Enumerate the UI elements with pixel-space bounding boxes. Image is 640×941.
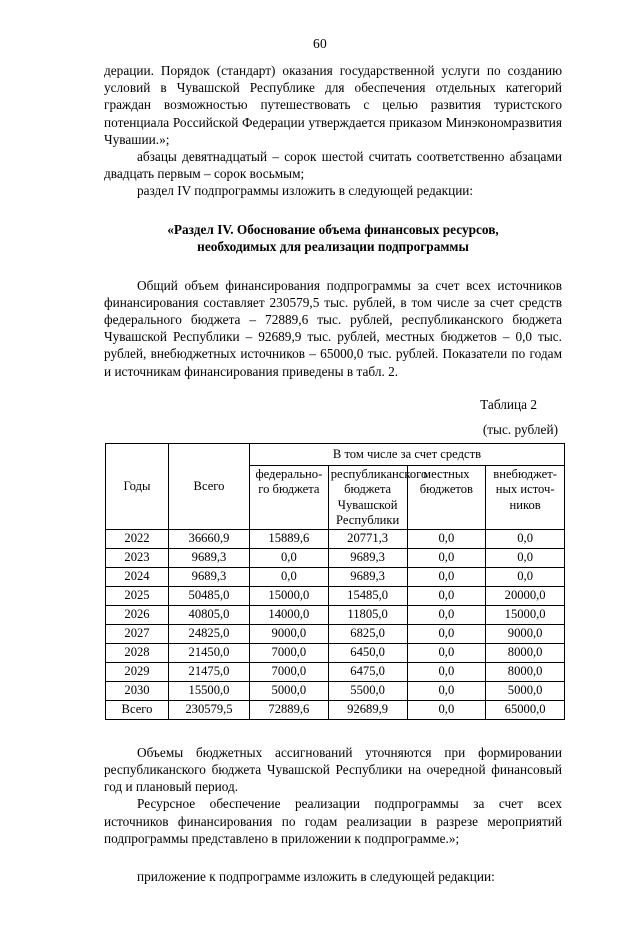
cell-year: 2029 — [106, 662, 169, 681]
page-content — [0, 62, 640, 885]
header-group-sources: В том числе за счет средств — [250, 443, 565, 465]
header-local-budgets: местных бюджетов — [407, 465, 486, 529]
cell-federal: 15000,0 — [250, 586, 329, 605]
cell-extra: 8000,0 — [486, 662, 565, 681]
cell-total: 15500,0 — [169, 681, 250, 700]
cell-republic: 9689,3 — [328, 567, 407, 586]
table-body — [106, 529, 565, 719]
header-years: Годы — [106, 443, 169, 529]
cell-federal: 7000,0 — [250, 662, 329, 681]
cell-republic: 6825,0 — [328, 624, 407, 643]
cell-local: 0,0 — [407, 567, 486, 586]
cell-total: 24825,0 — [169, 624, 250, 643]
cell-republic: 6450,0 — [328, 643, 407, 662]
cell-local: 0,0 — [407, 529, 486, 548]
cell-local: 0,0 — [407, 624, 486, 643]
cell-local: 0,0 — [407, 681, 486, 700]
cell-year: 2023 — [106, 548, 169, 567]
cell-local: 0,0 — [407, 548, 486, 567]
cell-extra: 15000,0 — [486, 605, 565, 624]
cell-extra: 9000,0 — [486, 624, 565, 643]
page-number: 60 — [312, 36, 328, 51]
cell-total: 9689,3 — [169, 548, 250, 567]
table-row — [106, 681, 565, 700]
cell-extra: 8000,0 — [486, 643, 565, 662]
cell-total: 9689,3 — [169, 567, 250, 586]
paragraph-abzacy: абзацы девятнадцатый – сорок шестой считать соответственно абзацами двадцать первым – сорок восьмым; — [104, 149, 562, 182]
paragraph-razdel-intro: раздел IV подпрограммы изложить в следующей редакции: — [137, 183, 474, 199]
table-units-label: (тыс. рублей) — [482, 421, 558, 437]
cell-extra: 65000,0 — [486, 700, 565, 719]
cell-extra: 0,0 — [486, 567, 565, 586]
header-federal-budget: федерально-го бюджета — [250, 465, 329, 529]
cell-federal: 14000,0 — [250, 605, 329, 624]
paragraph-budget-allocations: Объемы бюджетных ассигнований уточняются при формировании республиканского бюджета Чувашской Республики на очередной финансовый год и плановый период. — [104, 744, 562, 795]
header-extrabudgetary-sources: внебюджет-ных источ-ников — [486, 465, 565, 529]
section-heading-line1: «Раздел IV. Обоснование объема финансовых ресурсов, — [167, 221, 499, 237]
cell-extra: 5000,0 — [486, 681, 565, 700]
cell-federal: 0,0 — [250, 548, 329, 567]
table-row — [106, 643, 565, 662]
section-heading-line2: необходимых для реализации подпрограммы — [197, 239, 469, 255]
table-row — [106, 567, 565, 586]
table-head — [106, 443, 565, 529]
cell-republic: 20771,3 — [328, 529, 407, 548]
cell-federal: 9000,0 — [250, 624, 329, 643]
cell-total: 50485,0 — [169, 586, 250, 605]
cell-local: 0,0 — [407, 605, 486, 624]
cell-extra: 20000,0 — [486, 586, 565, 605]
paragraph-continuation: дерации. Порядок (стандарт) оказания государственной услуги по созданию условий в Чувашской Республике для обеспечения отдельных категорий граждан возможностью путешествовать с целью развития туристского потенциала Российской Федерации утверждается приказом Минэкономразвития Чувашии.»; — [104, 63, 562, 147]
table-caption: Таблица 2 — [480, 396, 537, 412]
table-row — [106, 605, 565, 624]
table-row — [106, 529, 565, 548]
cell-republic: 11805,0 — [328, 605, 407, 624]
cell-year: 2025 — [106, 586, 169, 605]
cell-extra: 0,0 — [486, 529, 565, 548]
cell-republic: 92689,9 — [328, 700, 407, 719]
cell-year: 2028 — [106, 643, 169, 662]
paragraph-resource-support: Ресурсное обеспечение реализации подпрограммы за счет всех источников финансирования по годам реализации в разрезе мероприятий подпрограммы представлено в приложении к подпрограмме.»; — [104, 796, 562, 846]
cell-federal: 0,0 — [250, 567, 329, 586]
cell-federal: 7000,0 — [250, 643, 329, 662]
cell-federal: 15889,6 — [250, 529, 329, 548]
table-header-row-top — [106, 443, 565, 465]
table-row — [106, 662, 565, 681]
table-row — [106, 624, 565, 643]
cell-total: 21475,0 — [169, 662, 250, 681]
document-page — [0, 36, 640, 941]
cell-year: 2026 — [106, 605, 169, 624]
cell-extra: 0,0 — [486, 548, 565, 567]
cell-republic: 6475,0 — [328, 662, 407, 681]
cell-local: 0,0 — [407, 643, 486, 662]
financing-table — [105, 443, 565, 720]
table-row — [106, 548, 565, 567]
cell-year: 2030 — [106, 681, 169, 700]
table-row — [106, 586, 565, 605]
cell-republic: 15485,0 — [328, 586, 407, 605]
paragraph-financing-volume: Общий объем финансирования подпрограммы за счет всех источников финансирования составляет 230579,5 тыс. рублей, в том числе за счет средств федерального бюджета – 72889,6 тыс. рублей, республиканского бюджета Чувашской Республики – 92689,9 тыс. рублей, местных бюджетов – 0,0 тыс. рублей, внебюджетных источников – 65000,0 тыс. рублей. Показатели по годам и источникам финансирования приведены в табл. 2. — [104, 277, 562, 379]
cell-year: 2027 — [106, 624, 169, 643]
table-row — [106, 700, 565, 719]
cell-federal: 72889,6 — [250, 700, 329, 719]
cell-total: 21450,0 — [169, 643, 250, 662]
cell-year: 2022 — [106, 529, 169, 548]
cell-republic: 9689,3 — [328, 548, 407, 567]
header-republic-budget: республиканского бюджета Чувашской Республики — [328, 465, 407, 529]
cell-total: 230579,5 — [169, 700, 250, 719]
cell-local: 0,0 — [407, 586, 486, 605]
cell-local: 0,0 — [407, 662, 486, 681]
cell-republic: 5500,0 — [328, 681, 407, 700]
cell-total: 36660,9 — [169, 529, 250, 548]
header-total: Всего — [169, 443, 250, 529]
cell-year: Всего — [106, 700, 169, 719]
cell-federal: 5000,0 — [250, 681, 329, 700]
paragraph-appendix: приложение к подпрограмме изложить в следующей редакции: — [137, 869, 495, 885]
cell-local: 0,0 — [407, 700, 486, 719]
cell-year: 2024 — [106, 567, 169, 586]
cell-total: 40805,0 — [169, 605, 250, 624]
